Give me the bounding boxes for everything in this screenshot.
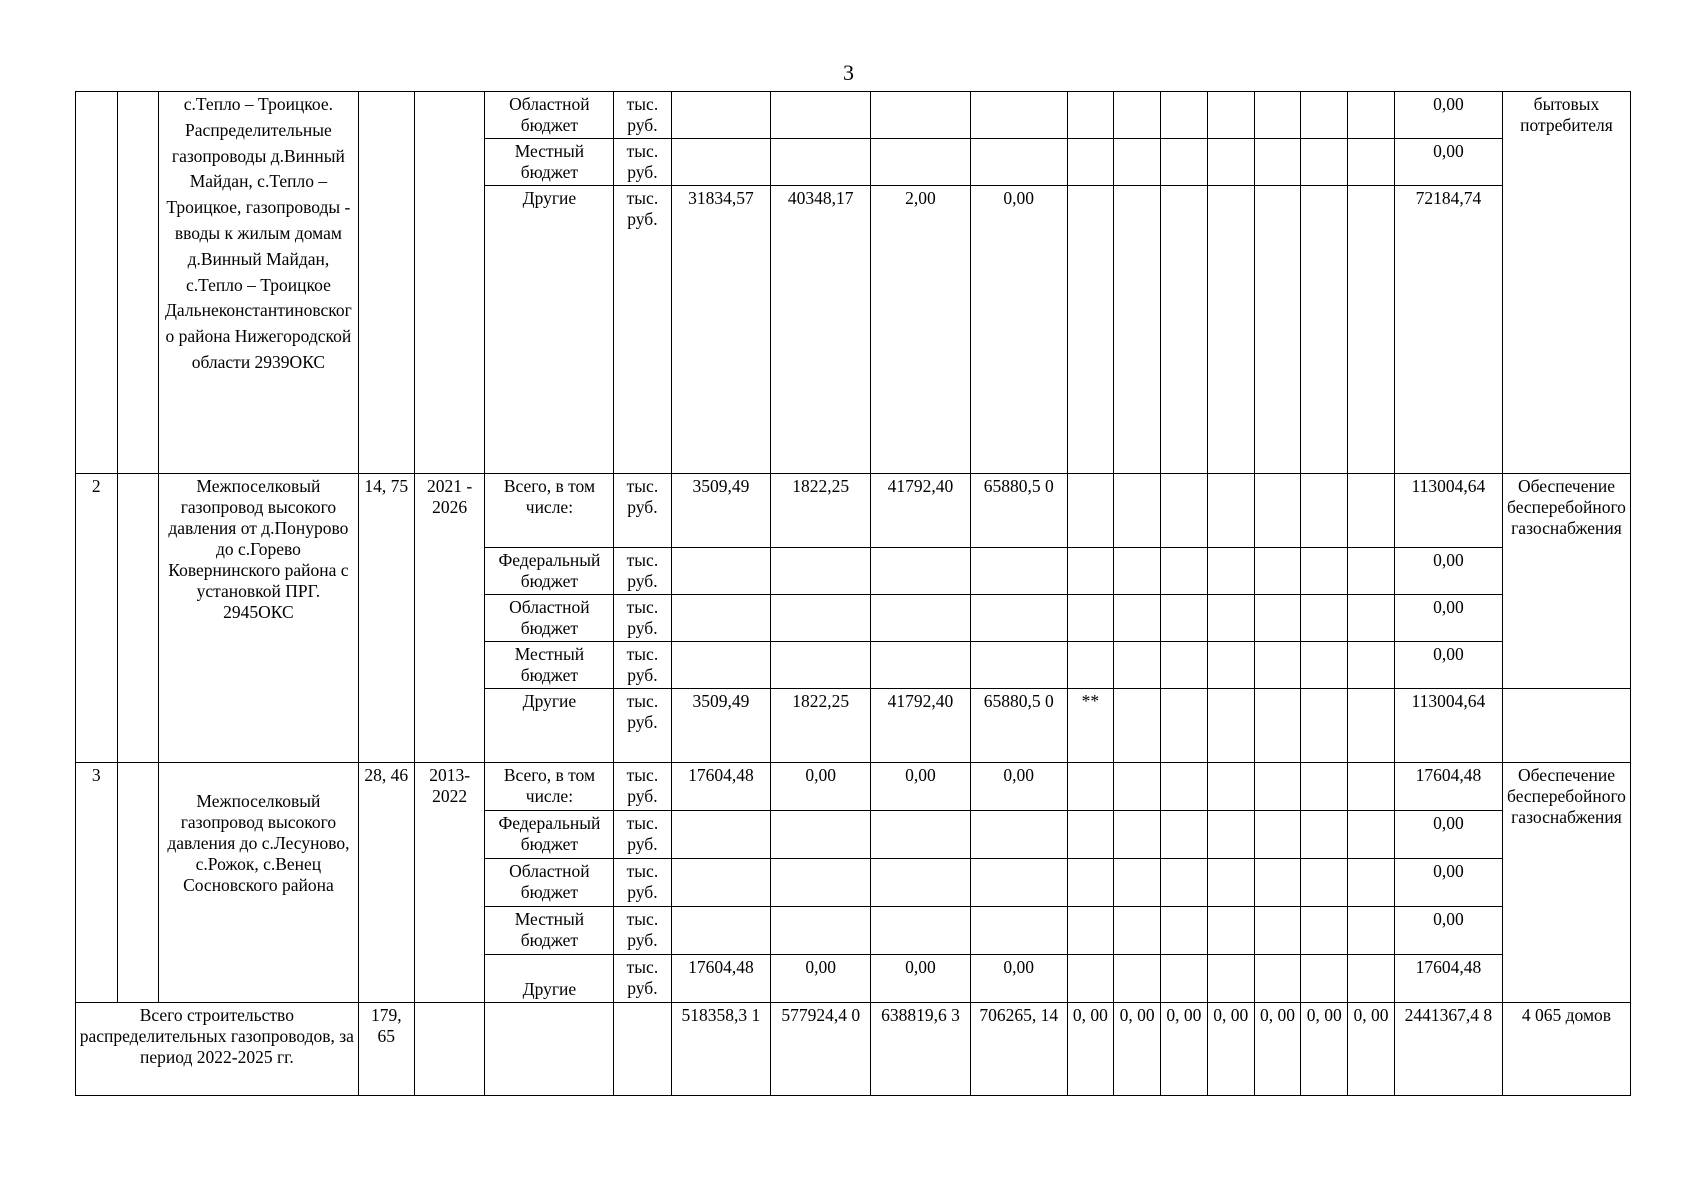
total-value: 72184,74 [1394,186,1502,474]
value-cell: 3509,49 [671,689,771,763]
unit-label: тыс. руб. [614,907,671,955]
value-cell: 0,00 [771,763,871,811]
source-label: Федеральный бюджет [485,811,614,859]
value-cell: 0, 00 [1348,1003,1395,1096]
source-label: Местный бюджет [485,642,614,689]
value-cell: 0, 00 [1114,1003,1161,1096]
total-value: 0,00 [1394,907,1502,955]
value-cell: 17604,48 [671,763,771,811]
total-value: 0,00 [1394,548,1502,595]
table-row [76,763,1631,811]
total-value: 113004,64 [1394,474,1502,548]
source-label: Другие [485,955,614,1003]
row-number: 3 [76,763,118,1003]
result-text: 4 065 домов [1502,1003,1630,1096]
source-label: Областной бюджет [485,859,614,907]
period-value: 2021 - 2026 [414,474,485,763]
unit-label: тыс. руб. [614,811,671,859]
value-cell: 2,00 [871,186,971,474]
total-value: 0,00 [1394,859,1502,907]
table-row [76,92,1631,139]
value-cell: 41792,40 [871,474,971,548]
grand-total-label: Всего строительство распределительных газопроводов, за период 2022-2025 гг. [76,1003,359,1096]
source-label: Всего, в том числе: [485,763,614,811]
value-cell: 40348,17 [771,186,871,474]
length-value: 14, 75 [358,474,414,763]
source-label: Местный бюджет [485,139,614,186]
value-cell: 0,00 [970,955,1067,1003]
value-cell: 17604,48 [671,955,771,1003]
source-label: Местный бюджет [485,907,614,955]
value-cell: 3509,49 [671,474,771,548]
value-cell: 577924,4 0 [771,1003,871,1096]
note-mark: ** [1067,689,1114,763]
value-cell: 41792,40 [871,689,971,763]
total-value: 17604,48 [1394,955,1502,1003]
unit-label: тыс. руб. [614,139,671,186]
total-value: 0,00 [1394,642,1502,689]
value-cell: 638819,6 3 [871,1003,971,1096]
period-value: 2013- 2022 [414,763,485,1003]
purpose-text: Обеспечение бесперебойного газоснабжения [1502,763,1630,1003]
object-name: с.Тепло – Троицкое. Распределительные газопроводы д.Винный Майдан, с.Тепло – Троицкое, газопроводы - вводы к жилым домам д.Винный Майдан, с.Тепло – Троицкое Дальнеконстантиновского района Нижегородской области 2939ОКС [159,92,359,474]
unit-label: тыс. руб. [614,548,671,595]
unit-label: тыс. руб. [614,186,671,474]
value-cell: 0,00 [970,763,1067,811]
value-cell: 706265, 14 [970,1003,1067,1096]
unit-label: тыс. руб. [614,689,671,763]
value-cell: 0, 00 [1254,1003,1301,1096]
value-cell: 31834,57 [671,186,771,474]
unit-label: тыс. руб. [614,92,671,139]
purpose-text: бытовых потребителя [1502,92,1630,474]
value-cell: 0,00 [970,186,1067,474]
source-label: Всего, в том числе: [485,474,614,548]
source-label: Областной бюджет [485,92,614,139]
unit-label: тыс. руб. [614,763,671,811]
unit-label: тыс. руб. [614,955,671,1003]
value-cell: 0,00 [771,955,871,1003]
value-cell: 1822,25 [771,689,871,763]
funding-table [75,91,1631,1096]
length-value: 179, 65 [358,1003,414,1096]
value-cell: 0,00 [871,955,971,1003]
total-value: 0,00 [1394,92,1502,139]
value-cell: 65880,5 0 [970,474,1067,548]
length-value: 28, 46 [358,763,414,1003]
source-label: Областной бюджет [485,595,614,642]
unit-label: тыс. руб. [614,474,671,548]
purpose-text: Обеспечение бесперебойного газоснабжения [1502,474,1630,689]
value-cell: 0,00 [871,763,971,811]
total-value: 113004,64 [1394,689,1502,763]
value-cell: 0, 00 [1067,1003,1114,1096]
page-number: 3 [843,60,854,85]
unit-label: тыс. руб. [614,859,671,907]
source-label: Другие [485,186,614,474]
object-name: Межпоселковый газопровод высокого давления до с.Лесуново, с.Рожок, с.Венец Сосновского района [159,763,359,1003]
total-value: 17604,48 [1394,763,1502,811]
object-name: Межпоселковый газопровод высокого давления от д.Понурово до с.Горево Ковернинского района с установкой ПРГ. 2945ОКС [159,474,359,763]
source-label: Другие [485,689,614,763]
total-value: 0,00 [1394,139,1502,186]
value-cell: 0, 00 [1207,1003,1254,1096]
total-value: 0,00 [1394,595,1502,642]
value-cell: 65880,5 0 [970,689,1067,763]
value-cell: 518358,3 1 [671,1003,771,1096]
total-value: 0,00 [1394,811,1502,859]
value-cell: 1822,25 [771,474,871,548]
source-label: Федеральный бюджет [485,548,614,595]
value-cell: 0, 00 [1301,1003,1348,1096]
table-row [76,474,1631,548]
row-number: 2 [76,474,118,763]
unit-label: тыс. руб. [614,642,671,689]
unit-label: тыс. руб. [614,595,671,642]
grand-total-sum: 2441367,4 8 [1394,1003,1502,1096]
grand-total-row [76,1003,1631,1096]
value-cell: 0, 00 [1161,1003,1208,1096]
